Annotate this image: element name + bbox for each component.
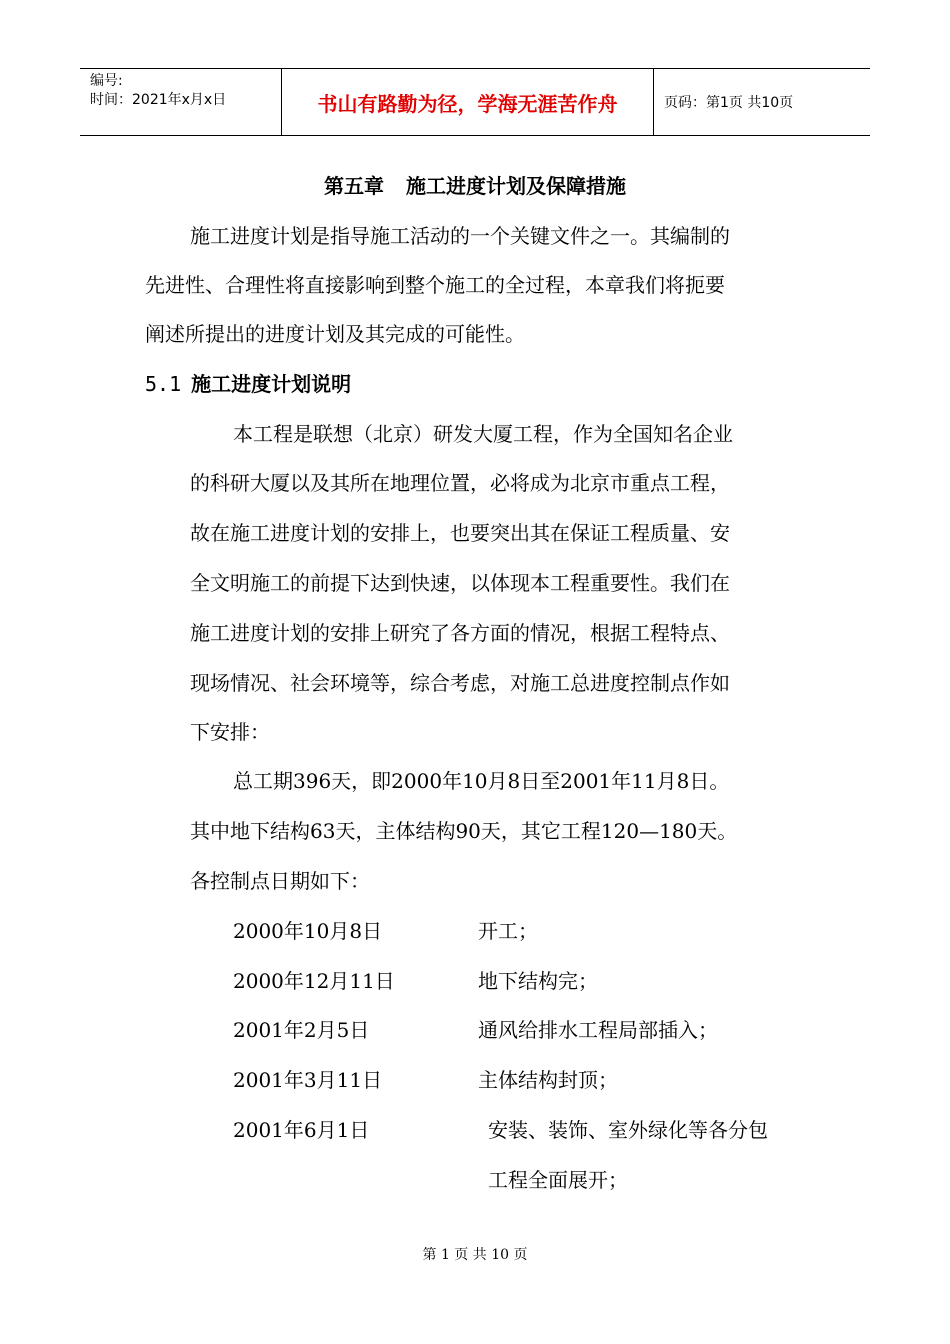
header-motto: 书山有路勤为径，学海无涯苦作舟 — [282, 69, 654, 135]
period-line: 各控制点日期如下： — [190, 869, 370, 893]
period-line: 总工期396天，即2000年10月8日至2001年11月8日。 — [233, 769, 730, 793]
body-line: 下安排： — [190, 720, 270, 744]
body-line: 现场情况、社会环境等，综合考虑，对施工总进度控制点作如 — [190, 671, 730, 695]
number-label: 编号: — [90, 73, 123, 89]
body-line: 施工进度计划的安排上研究了各方面的情况，根据工程特点、 — [190, 621, 730, 645]
chapter-name: 施工进度计划及保障措施 — [406, 174, 626, 198]
milestone-event: 安装、装饰、室外绿化等各分包 — [488, 1118, 768, 1142]
section-heading — [145, 370, 351, 398]
milestone-event: 主体结构封顶； — [478, 1068, 618, 1092]
body-line: 故在施工进度计划的安排上，也要突出其在保证工程质量、安 — [190, 521, 730, 545]
milestone-event: 地下结构完； — [478, 969, 598, 993]
section-title: 施工进度计划说明 — [191, 372, 352, 396]
chapter-title — [0, 172, 950, 200]
intro-line: 施工进度计划是指导施工活动的一个关键文件之一。其编制的 — [190, 224, 730, 248]
milestone-date: 2000年12月11日 — [233, 969, 395, 993]
header-page-info: 页码：第1页 共10页 — [664, 95, 794, 111]
body-line: 的科研大厦以及其所在地理位置，必将成为北京市重点工程， — [190, 471, 730, 495]
intro-line: 阐述所提出的进度计划及其完成的可能性。 — [145, 322, 525, 346]
milestone-date: 2000年10月8日 — [233, 919, 383, 943]
milestone-event: 开工； — [478, 919, 538, 943]
milestone-date: 2001年6月1日 — [233, 1118, 370, 1142]
milestone-continuation: 工程全面展开； — [488, 1168, 628, 1192]
section-number: 5.1 — [145, 372, 182, 396]
body-line: 全文明施工的前提下达到快速，以体现本工程重要性。我们在 — [190, 571, 730, 595]
page-header — [80, 68, 870, 136]
body-line: 本工程是联想（北京）研发大厦工程，作为全国知名企业 — [233, 422, 733, 446]
milestone-date: 2001年2月5日 — [233, 1018, 370, 1042]
milestone-date: 2001年3月11日 — [233, 1068, 383, 1092]
header-meta — [80, 69, 282, 135]
intro-line: 先进性、合理性将直接影响到整个施工的全过程，本章我们将扼要 — [145, 273, 725, 297]
page-footer: 第 1 页 共 10 页 — [422, 1247, 528, 1263]
time-label: 时间：2021年x月x日 — [90, 92, 227, 108]
chapter-number: 第五章 — [324, 174, 384, 198]
milestone-event: 通风给排水工程局部插入； — [478, 1018, 718, 1042]
period-line: 其中地下结构63天，主体结构90天，其它工程120—180天。 — [190, 819, 738, 843]
